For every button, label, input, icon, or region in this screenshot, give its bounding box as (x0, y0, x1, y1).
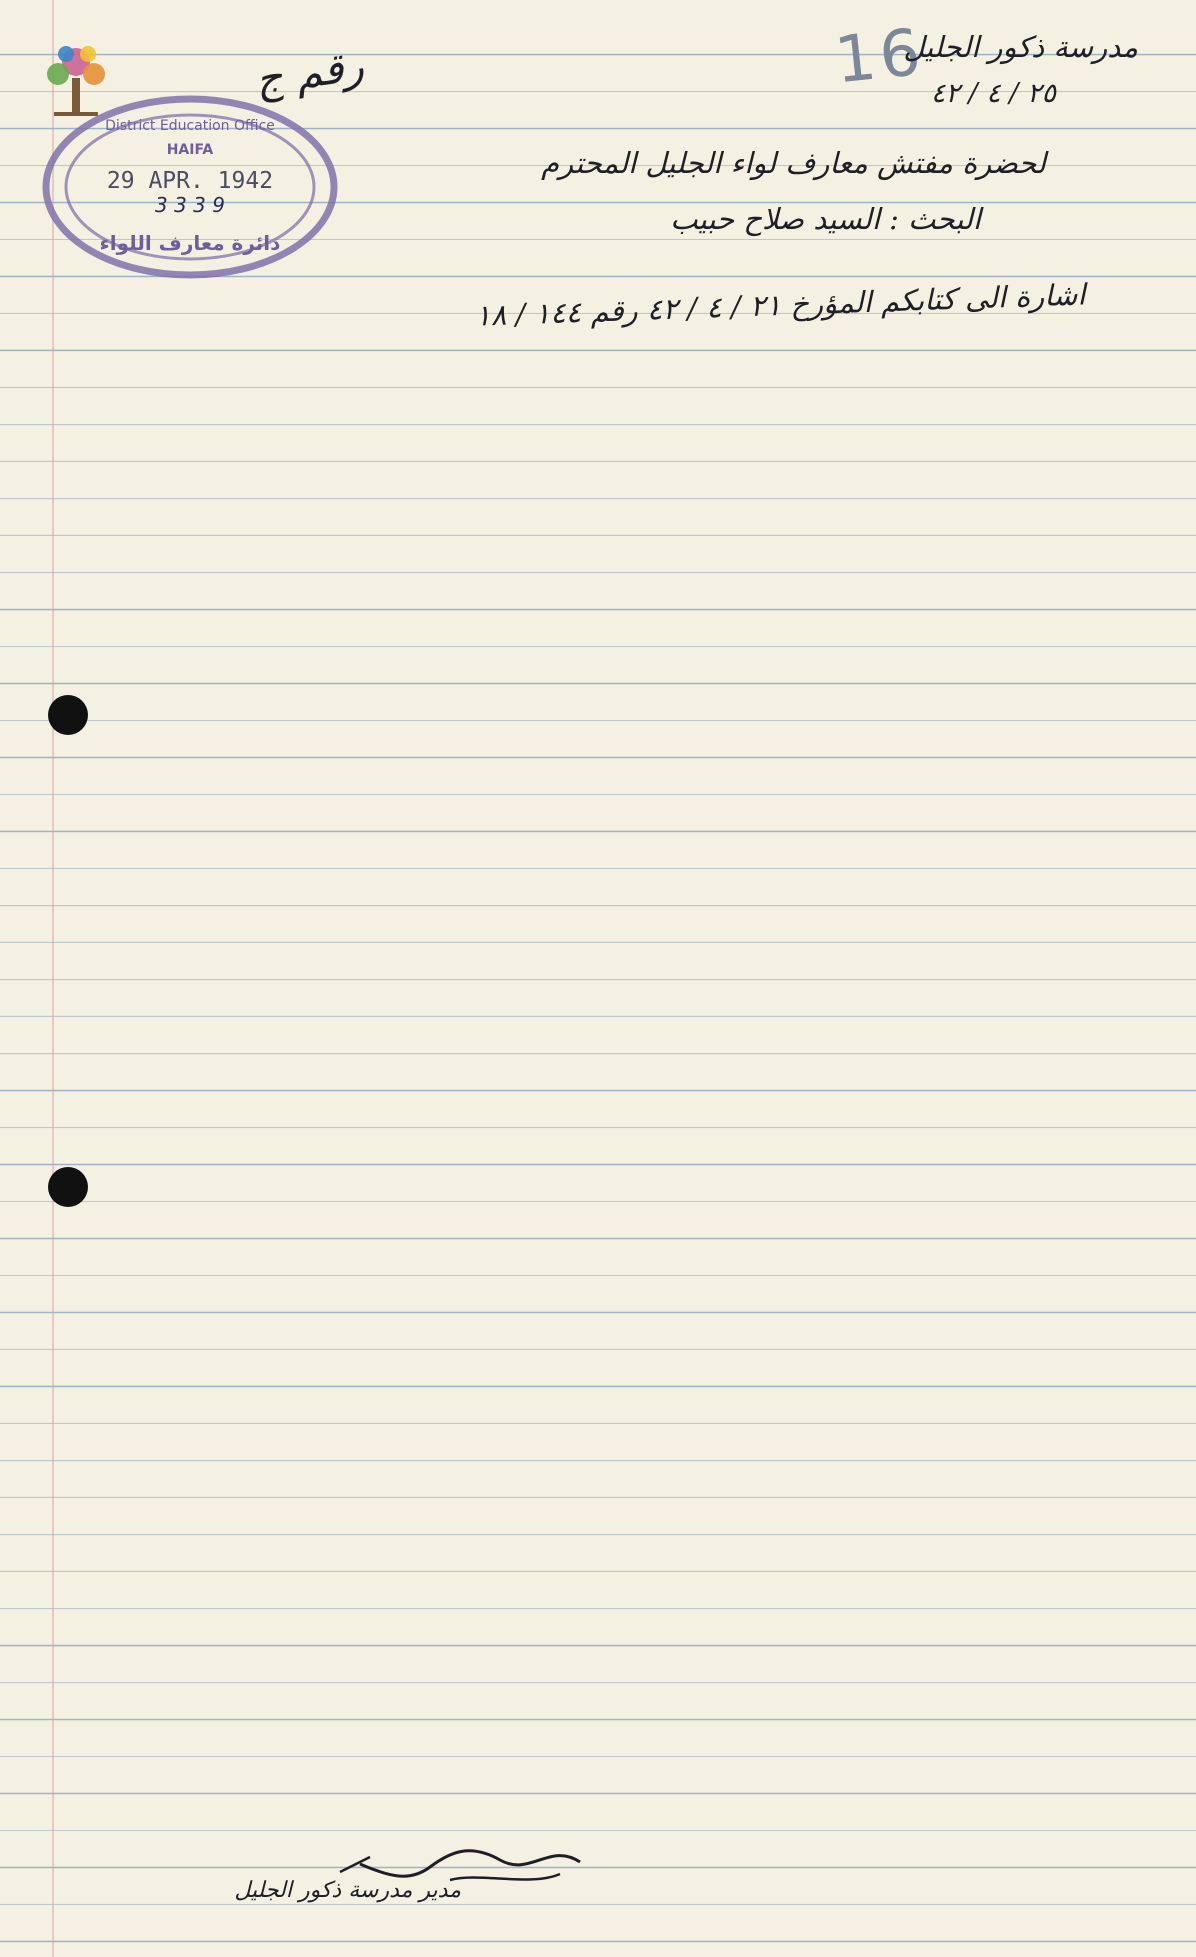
subject-line: البحث : السيد صلاح حبيب (670, 202, 981, 236)
addressee: لحضرة مفتش معارف لواء الجليل المحترم (541, 146, 1046, 180)
reference-mark: رقم ج (252, 40, 367, 105)
stamp-date: 29 APR. 1942 (106, 168, 274, 194)
margin-rule (52, 0, 54, 1957)
stamp-line1: District Education Office (105, 118, 275, 134)
signature-title: مدير مدرسة ذكور الجليل (234, 1878, 461, 1903)
education-office-stamp (40, 92, 340, 282)
page-number: 16 (831, 15, 929, 99)
stamp-line2: HAIFA (166, 142, 214, 158)
origin-school: مدرسة ذكور الجليل (903, 30, 1138, 64)
stamp-arabic: دائرة معارف اللواء (99, 231, 281, 255)
punch-hole (48, 1167, 88, 1207)
reference-line: اشارة الى كتابكم المؤرخ ٢١ / ٤ / ٤٢ رقم ١٤٤ / ١٨ (475, 277, 1087, 333)
letter-date: ٢٥ / ٤ / ٤٢ (930, 78, 1056, 109)
stamp-number: 3 3 3 9 (155, 193, 225, 217)
punch-hole (48, 695, 88, 735)
